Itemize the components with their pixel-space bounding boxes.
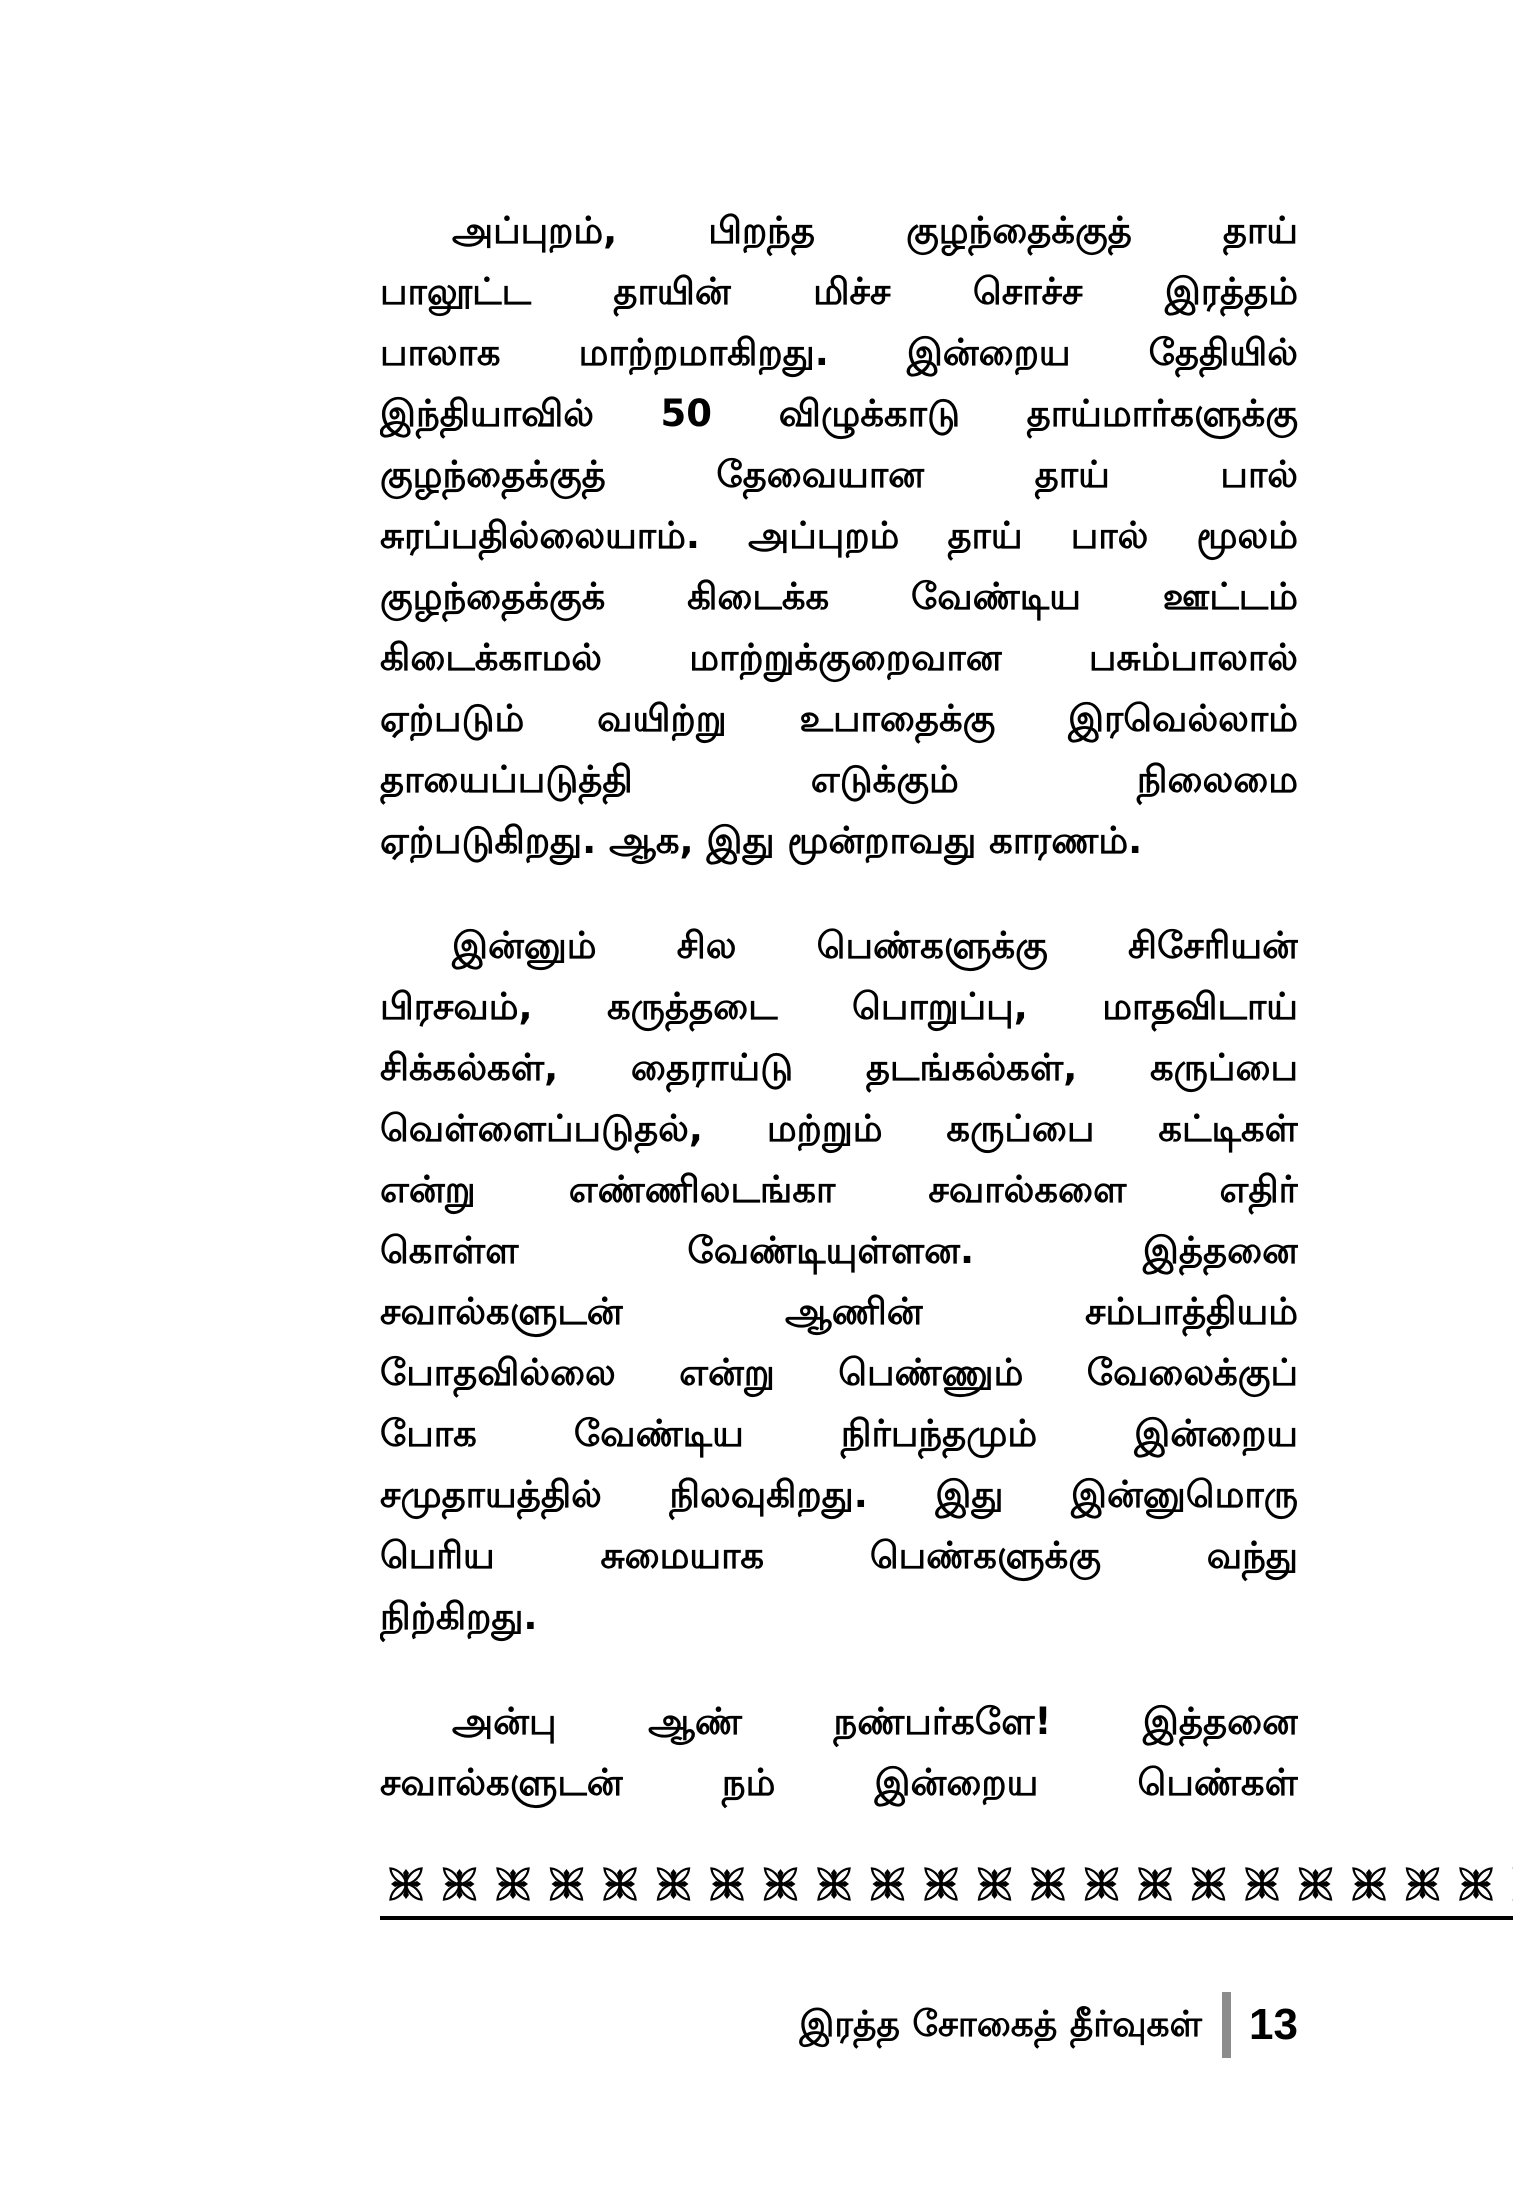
- flower-motif-icon: [388, 1866, 424, 1902]
- text-line: வெள்ளைப்படுதல், மற்றும் கருப்பை கட்டிகள்: [380, 1107, 1298, 1150]
- text-line: அன்பு ஆண் நண்பர்களே! இத்தனை: [452, 1700, 1298, 1743]
- flower-motif-row: [380, 1858, 1513, 1910]
- text-line: சிக்கல்கள், தைராய்டு தடங்கல்கள், கருப்பை: [380, 1046, 1298, 1089]
- text-line: இந்தியாவில் 50 விழுக்காடு தாய்மார்களுக்கு: [380, 392, 1298, 435]
- text-line: இன்னும் சில பெண்களுக்கு சிசேரியன்: [452, 924, 1298, 967]
- flower-motif-icon: [709, 1866, 745, 1902]
- flower-motif-icon: [1137, 1866, 1173, 1902]
- footer-divider: [1222, 1992, 1231, 2058]
- text-line: ஏற்படும் வயிற்று உபாதைக்கு இரவெல்லாம்: [380, 697, 1298, 740]
- text-line: பாலாக மாற்றமாகிறது. இன்றைய தேதியில்: [380, 331, 1298, 374]
- flower-motif-icon: [923, 1866, 959, 1902]
- body-text: [380, 200, 1298, 1857]
- text-line: குழந்தைக்குத் தேவையான தாய் பால்: [380, 453, 1298, 496]
- text-line: பெரிய சுமையாக பெண்களுக்கு வந்து: [380, 1534, 1298, 1577]
- ornament-rule: [380, 1916, 1513, 1920]
- flower-motif-icon: [869, 1866, 905, 1902]
- page-footer: [380, 1990, 1298, 2060]
- flower-motif-icon: [1458, 1866, 1494, 1902]
- flower-motif-icon: [1404, 1866, 1440, 1902]
- flower-motif-icon: [1190, 1866, 1226, 1902]
- ornament-band: [380, 1858, 1513, 1910]
- text-line: சமுதாயத்தில் நிலவுகிறது. இது இன்னுமொரு: [380, 1473, 1298, 1516]
- paragraph-3: [380, 1691, 1298, 1813]
- paragraph-1: [380, 200, 1298, 871]
- flower-motif-icon: [762, 1866, 798, 1902]
- flower-motif-icon: [1351, 1866, 1387, 1902]
- running-title: இரத்த சோகைத் தீர்வுகள்: [799, 2004, 1203, 2045]
- flower-motif-icon: [495, 1866, 531, 1902]
- text-line: அப்புறம், பிறந்த குழந்தைக்குத் தாய்: [452, 209, 1298, 252]
- flower-motif-icon: [441, 1866, 477, 1902]
- text-line: பாலூட்ட தாயின் மிச்ச சொச்ச இரத்தம்: [380, 270, 1298, 313]
- page-number: 13: [1249, 2000, 1298, 2049]
- text-line: கொள்ள வேண்டியுள்ளன. இத்தனை: [380, 1229, 1298, 1272]
- flower-motif-icon: [816, 1866, 852, 1902]
- flower-motif-icon: [1297, 1866, 1333, 1902]
- flower-motif-icon: [655, 1866, 691, 1902]
- text-line: என்று எண்ணிலடங்கா சவால்களை எதிர்: [380, 1168, 1298, 1211]
- flower-motif-icon: [1030, 1866, 1066, 1902]
- text-line: சவால்களுடன் நம் இன்றைய பெண்கள்: [380, 1761, 1298, 1804]
- text-line: ஏற்படுகிறது. ஆக, இது மூன்றாவது காரணம்.: [380, 819, 1143, 862]
- text-line: கிடைக்காமல் மாற்றுக்குறைவான பசும்பாலால்: [380, 636, 1298, 679]
- text-line: சவால்களுடன் ஆணின் சம்பாத்தியம்: [380, 1290, 1298, 1333]
- text-line: போதவில்லை என்று பெண்ணும் வேலைக்குப்: [380, 1351, 1298, 1394]
- flower-motif-icon: [976, 1866, 1012, 1902]
- text-line: குழந்தைக்குக் கிடைக்க வேண்டிய ஊட்டம்: [380, 575, 1298, 618]
- flower-motif-icon: [602, 1866, 638, 1902]
- text-line: பிரசவம், கருத்தடை பொறுப்பு, மாதவிடாய்: [380, 985, 1298, 1028]
- text-line: தாயைப்படுத்தி எடுக்கும் நிலைமை: [380, 758, 1298, 801]
- text-line: சுரப்பதில்லையாம். அப்புறம் தாய் பால் மூலம்: [380, 514, 1298, 557]
- flower-motif-icon: [1244, 1866, 1280, 1902]
- flower-motif-icon: [548, 1866, 584, 1902]
- flower-motif-icon: [1083, 1866, 1119, 1902]
- text-line: நிற்கிறது.: [380, 1595, 538, 1638]
- paragraph-2: [380, 915, 1298, 1647]
- text-line: போக வேண்டிய நிர்பந்தமும் இன்றைய: [380, 1412, 1298, 1455]
